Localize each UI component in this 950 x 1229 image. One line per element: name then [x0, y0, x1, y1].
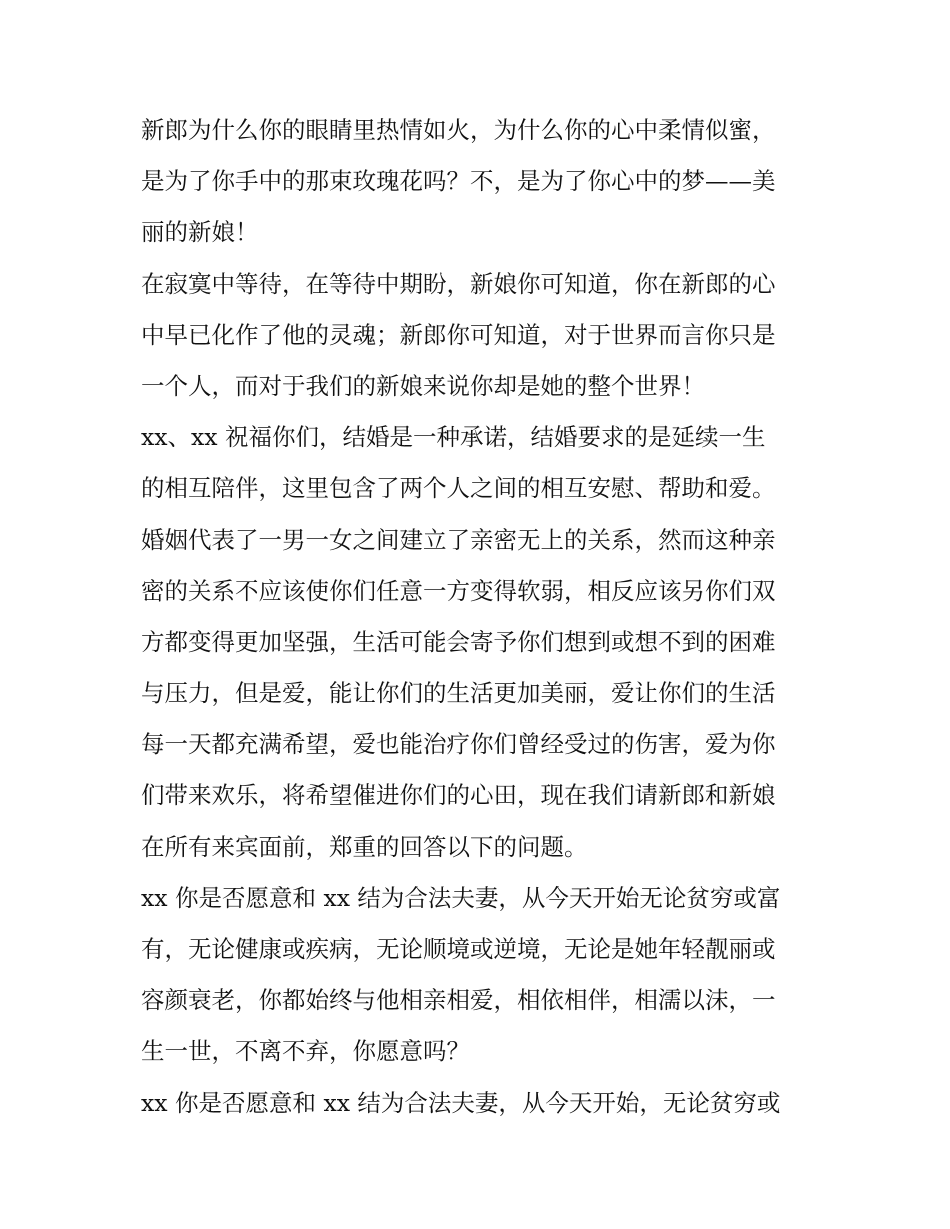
text-line: 密的关系不应该使你们任意一方变得软弱，相反应该另你们双	[141, 576, 776, 605]
text-line: xx 你是否愿意和 xx 结为合法夫妻，从今天开始无论贫穷或富	[141, 883, 781, 912]
text-line: 们带来欢乐，将希望催进你们的心田，现在我们请新郎和新娘	[141, 781, 776, 810]
text-line: 中早已化作了他的灵魂；新郎你可知道，对于世界而言你只是	[141, 320, 776, 349]
text-line: 新郎为什么你的眼睛里热情如火，为什么你的心中柔情似蜜，	[141, 116, 776, 144]
text-line: 丽的新娘！	[141, 218, 259, 247]
text-line: 是为了你手中的那束玫瑰花吗？不，是为了你心中的梦——美	[141, 167, 776, 196]
text-line: 生一世，不离不弃，你愿意吗？	[141, 1037, 470, 1066]
text-line: 婚姻代表了一男一女之间建立了亲密无上的关系，然而这种亲	[141, 525, 776, 554]
text-line: 每一天都充满希望，爱也能治疗你们曾经受过的伤害，爱为你	[141, 730, 776, 759]
text-line: 容颜衰老，你都始终与他相亲相爱，相依相伴，相濡以沫，一	[141, 986, 776, 1015]
text-line: xx 你是否愿意和 xx 结为合法夫妻，从今天开始，无论贫穷或	[141, 1088, 781, 1117]
text-line: 在所有来宾面前，郑重的回答以下的问题。	[141, 832, 588, 861]
text-line: 在寂寞中等待，在等待中期盼，新娘你可知道，你在新郎的心	[141, 269, 776, 298]
text-line: 与压力，但是爱，能让你们的生活更加美丽，爱让你们的生活	[141, 679, 776, 708]
text-line: 一个人，而对于我们的新娘来说你却是她的整个世界！	[141, 371, 705, 400]
text-line: 的相互陪伴，这里包含了两个人之间的相互安慰、帮助和爱。	[141, 474, 776, 503]
text-line: xx、xx 祝福你们，结婚是一种承诺，结婚要求的是延续一生	[141, 423, 766, 452]
document-text	[141, 105, 821, 1129]
text-line: 有，无论健康或疾病，无论顺境或逆境，无论是她年轻靓丽或	[141, 935, 776, 963]
text-line: 方都变得更加坚强，生活可能会寄予你们想到或想不到的困难	[141, 627, 776, 656]
